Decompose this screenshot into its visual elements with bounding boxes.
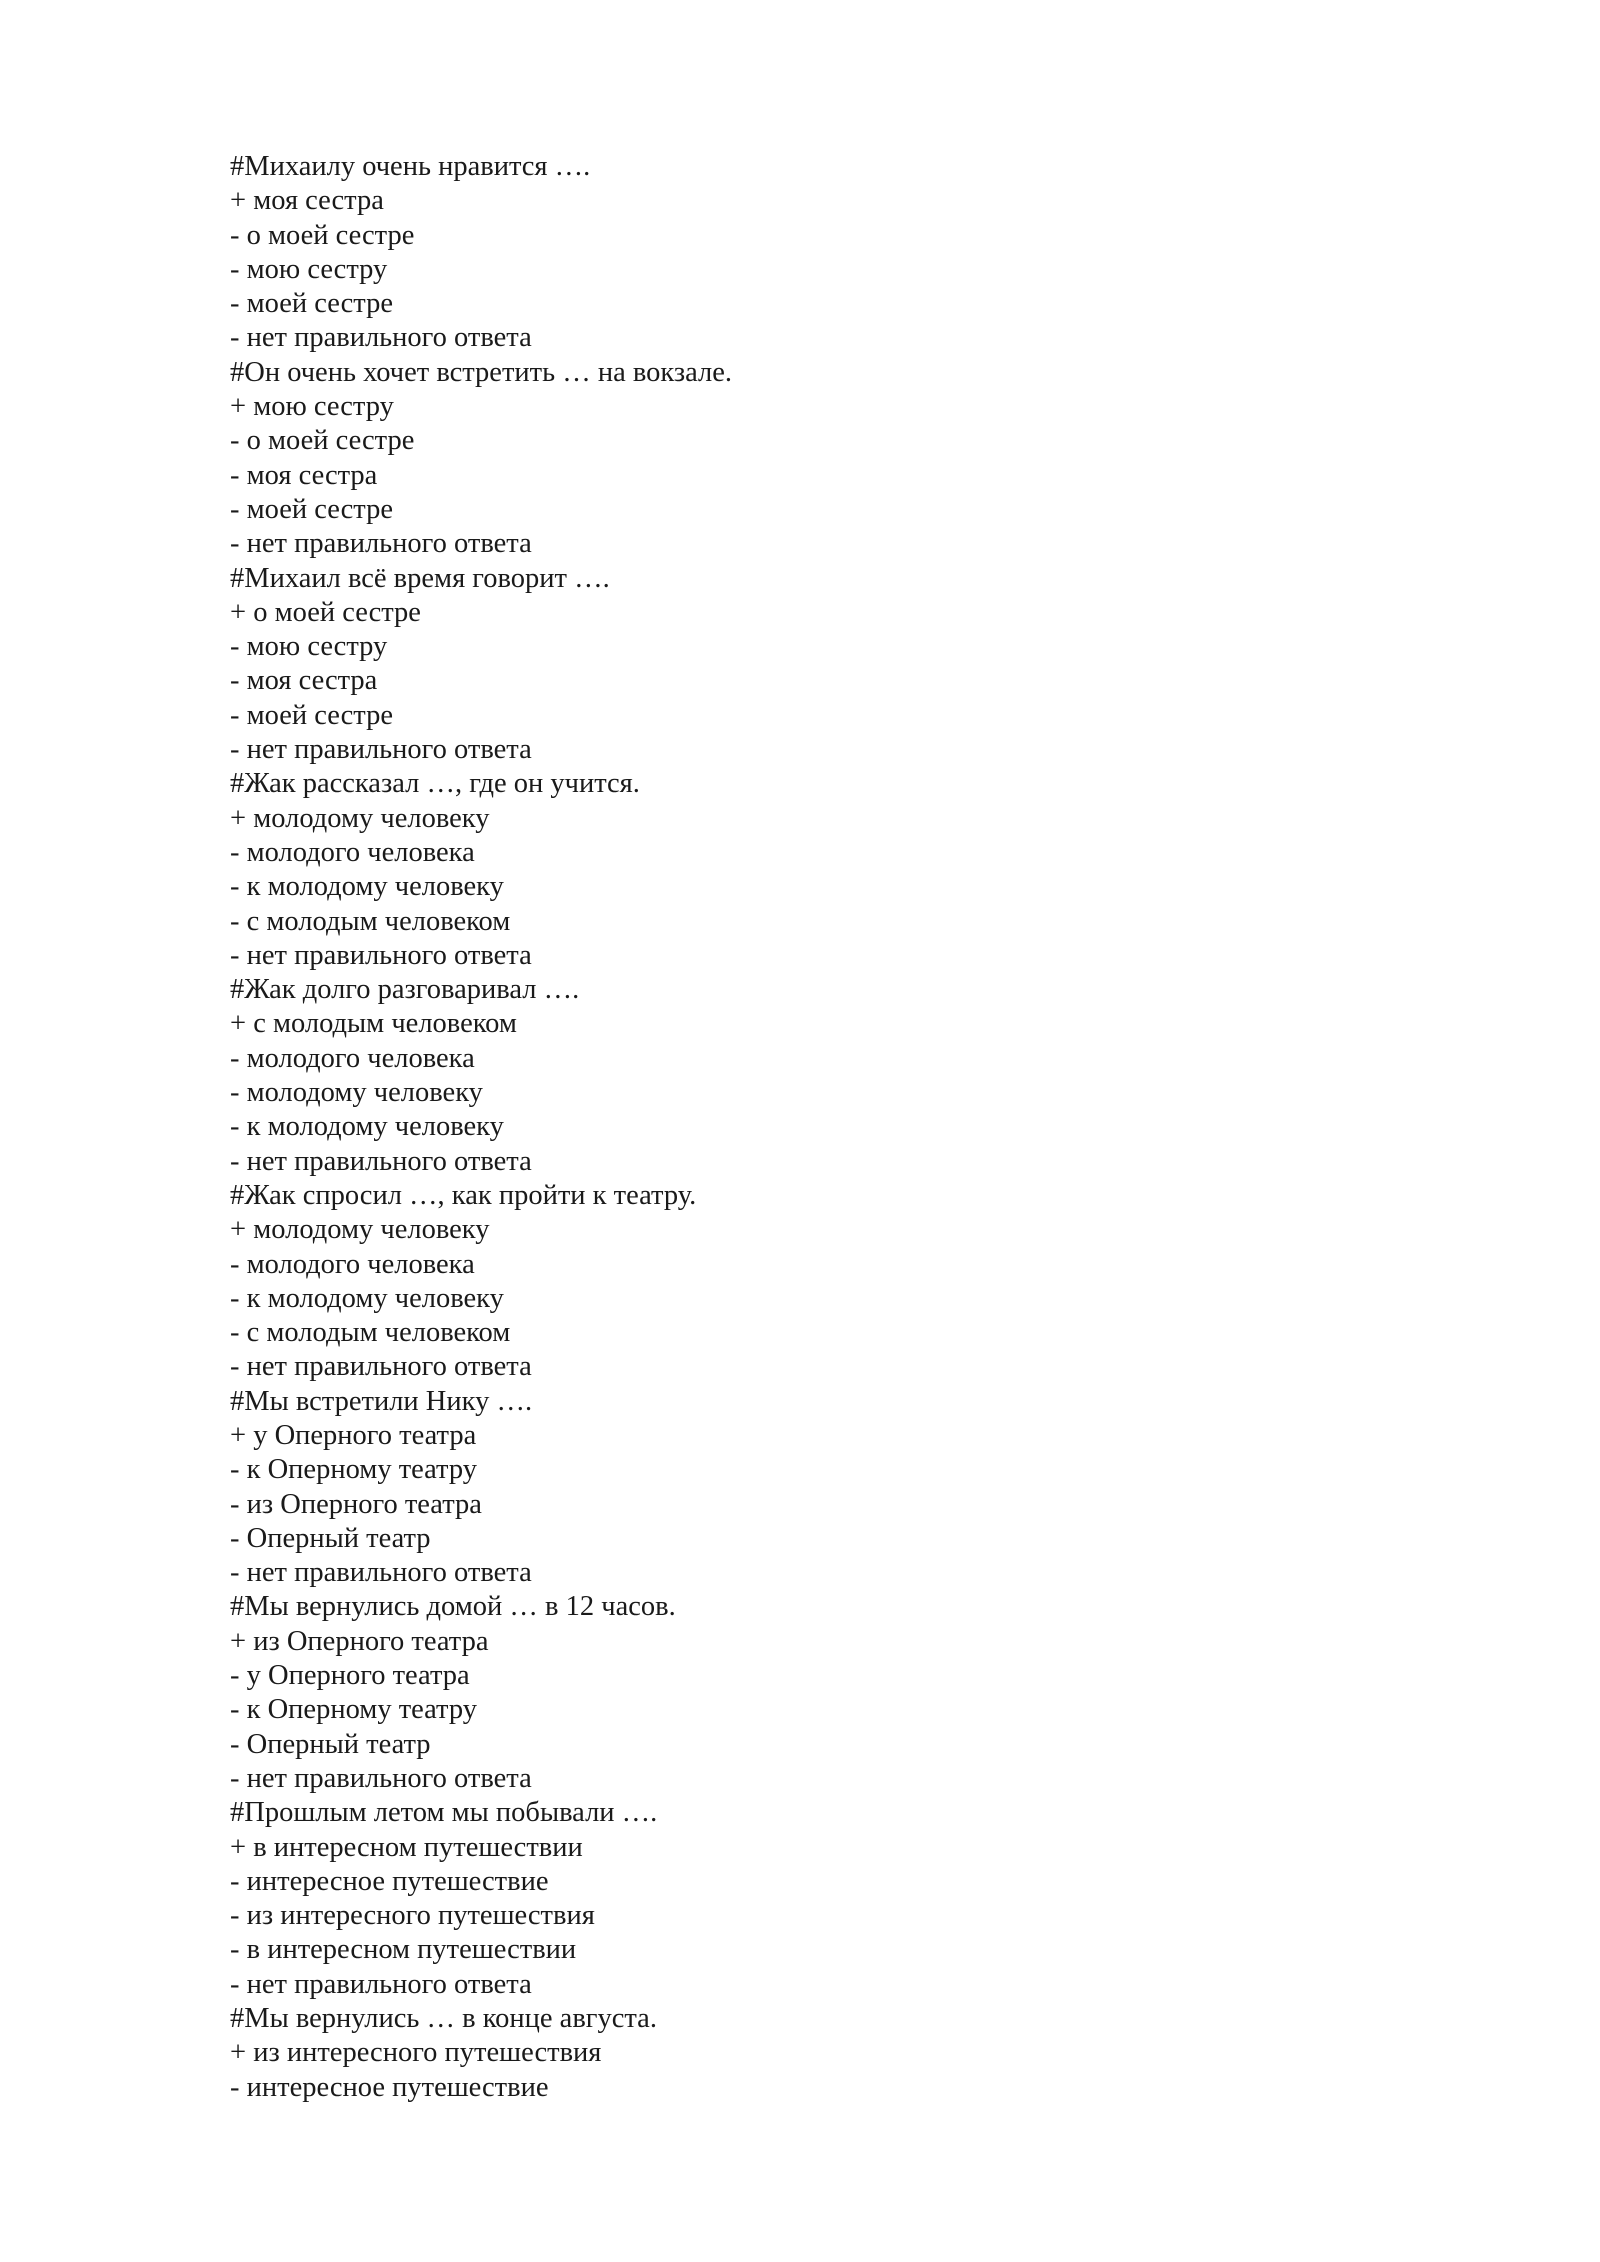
correct-answer-line: + мою сестру bbox=[230, 391, 394, 423]
answer-option-line: - моей сестре bbox=[230, 288, 393, 320]
question-line: #Мы встретили Нику …. bbox=[230, 1385, 533, 1417]
answer-option-line: - из Оперного театра bbox=[230, 1488, 482, 1520]
correct-answer-line: + молодому человеку bbox=[230, 802, 490, 834]
question-line: #Жак спросил …, как пройти к театру. bbox=[230, 1179, 697, 1211]
answer-option-line: - нет правильного ответа bbox=[230, 1351, 532, 1383]
answer-option-line: - молодого человека bbox=[230, 1248, 475, 1280]
question-line: #Жак долго разговаривал …. bbox=[230, 974, 580, 1006]
answer-option-line: - моя сестра bbox=[230, 665, 378, 697]
question-line: #Жак рассказал …, где он учится. bbox=[230, 768, 640, 800]
answer-option-line: - к молодому человеку bbox=[230, 1111, 504, 1143]
answer-option-line: - интересное путешествие bbox=[230, 2071, 549, 2103]
answer-option-line: - о моей сестре bbox=[230, 425, 415, 457]
answer-option-line: - нет правильного ответа bbox=[230, 1145, 532, 1177]
answer-option-line: - к Оперному театру bbox=[230, 1454, 477, 1486]
answer-option-line: - молодому человеку bbox=[230, 1077, 483, 1109]
answer-option-line: - в интересном путешествии bbox=[230, 1934, 577, 1966]
answer-option-line: - из интересного путешествия bbox=[230, 1900, 595, 1932]
correct-answer-line: + в интересном путешествии bbox=[230, 1831, 583, 1863]
answer-option-line: - нет правильного ответа bbox=[230, 1557, 532, 1589]
answer-option-line: - с молодым человеком bbox=[230, 905, 511, 937]
correct-answer-line: + из Оперного театра bbox=[230, 1625, 489, 1657]
correct-answer-line: + моя сестра bbox=[230, 185, 384, 217]
answer-option-line: - нет правильного ответа bbox=[230, 1968, 532, 2000]
answer-option-line: - к молодому человеку bbox=[230, 871, 504, 903]
question-line: #Мы вернулись домой … в 12 часов. bbox=[230, 1591, 676, 1623]
question-line: #Михаил всё время говорит …. bbox=[230, 562, 610, 594]
answer-option-line: - нет правильного ответа bbox=[230, 322, 532, 354]
answer-option-line: - Оперный театр bbox=[230, 1522, 431, 1554]
answer-option-line: - к молодому человеку bbox=[230, 1282, 504, 1314]
correct-answer-line: + молодому человеку bbox=[230, 1214, 490, 1246]
answer-option-line: - моя сестра bbox=[230, 459, 378, 491]
answer-option-line: - нет правильного ответа bbox=[230, 1762, 532, 1794]
question-line: #Прошлым летом мы побывали …. bbox=[230, 1797, 658, 1829]
answer-option-line: - с молодым человеком bbox=[230, 1317, 511, 1349]
answer-option-line: - моей сестре bbox=[230, 699, 393, 731]
answer-option-line: - нет правильного ответа bbox=[230, 528, 532, 560]
answer-option-line: - Оперный театр bbox=[230, 1728, 431, 1760]
answer-option-line: - у Оперного театра bbox=[230, 1660, 470, 1692]
answer-option-line: - к Оперному театру bbox=[230, 1694, 477, 1726]
answer-option-line: - о моей сестре bbox=[230, 219, 415, 251]
document-body bbox=[230, 150, 1430, 2105]
correct-answer-line: + о моей сестре bbox=[230, 596, 421, 628]
correct-answer-line: + у Оперного театра bbox=[230, 1419, 477, 1451]
correct-answer-line: + с молодым человеком bbox=[230, 1008, 517, 1040]
question-line: #Мы вернулись … в конце августа. bbox=[230, 2003, 657, 2035]
answer-option-line: - моей сестре bbox=[230, 493, 393, 525]
answer-option-line: - молодого человека bbox=[230, 1042, 475, 1074]
answer-option-line: - молодого человека bbox=[230, 836, 475, 868]
correct-answer-line: + из интересного путешествия bbox=[230, 2037, 602, 2069]
answer-option-line: - нет правильного ответа bbox=[230, 734, 532, 766]
answer-option-line: - мою сестру bbox=[230, 631, 388, 663]
answer-option-line: - интересное путешествие bbox=[230, 1865, 549, 1897]
answer-option-line: - мою сестру bbox=[230, 253, 388, 285]
question-line: #Он очень хочет встретить … на вокзале. bbox=[230, 356, 733, 388]
answer-option-line: - нет правильного ответа bbox=[230, 939, 532, 971]
question-line: #Михаилу очень нравится …. bbox=[230, 151, 591, 182]
